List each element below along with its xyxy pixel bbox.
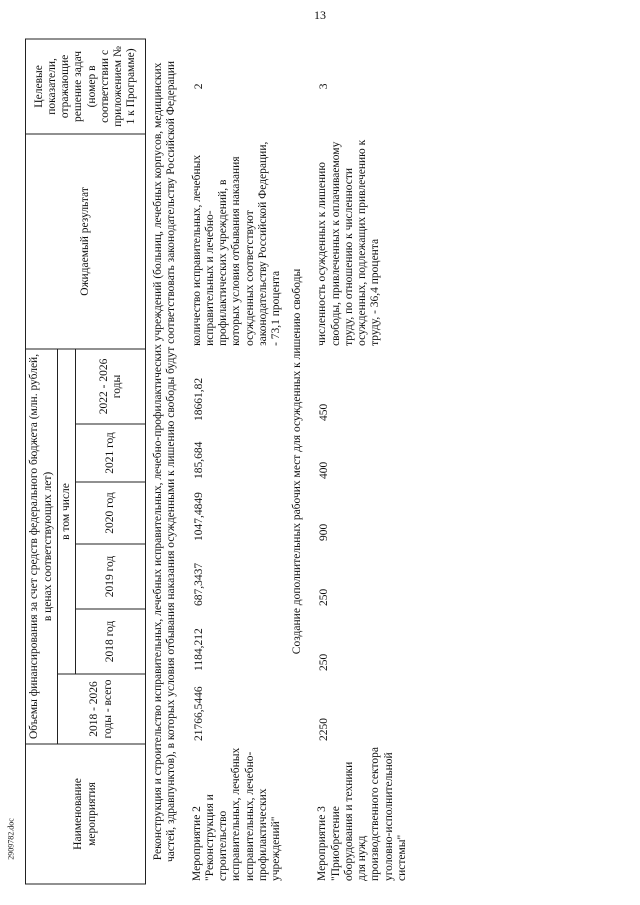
page-number: 13 <box>314 8 326 22</box>
row1-2021: 185,684 <box>192 441 205 479</box>
row2-2021: 400 <box>318 461 331 479</box>
row1-indicator: 2 <box>192 83 205 90</box>
row1-total: 21766,5446 <box>192 686 205 741</box>
row2-indicator: 3 <box>318 83 331 90</box>
rotated-document <box>25 40 615 885</box>
row2-2020: 900 <box>318 523 331 541</box>
row2-2022-2026: 450 <box>318 403 331 421</box>
row2-2019: 250 <box>318 588 331 606</box>
header-2018: 2018 год <box>76 609 146 674</box>
table-row <box>189 39 286 884</box>
row1-2020: 1047,4849 <box>192 492 205 541</box>
section-jobs-heading: Создание дополнительных рабочих мест для осужденных к лишению свободы <box>291 268 304 655</box>
section-reconstruction-heading: Реконструкция и строительство исправительных, лечебных исправительных, лечебно-профилактических учреждений (больниц, лечебных корпусов, медицинских частей, здравпунктов), в которых условия отбывания наказания осужденными к лишению свободы будут соответствовать законодательству Российской Федерации <box>152 60 178 862</box>
funding-table <box>25 38 411 884</box>
header-in-that-number: в том числе <box>58 349 76 674</box>
row2-2018: 250 <box>318 653 331 671</box>
header-2020: 2020 год <box>76 482 146 544</box>
table-row <box>314 39 411 884</box>
header-2021: 2021 год <box>76 424 146 482</box>
header-2019: 2019 год <box>76 544 146 609</box>
row1-2022-2026: 18661,82 <box>192 377 205 421</box>
row1-2019: 687,3437 <box>192 562 205 606</box>
row2-result: численность осужденных к лишению свободы, привлеченных к оплачиваемому труду, по отношению к численности осужденных, подлежащих привлечению к труду, - 36,4 процента <box>316 139 382 346</box>
row1-result: количество исправительных, лечебных исправительных и лечебно-профилактических учреждений, в которых условия отбывания наказания осужденных соответствуют законодательству Российской Федерации, - 73,1 процента <box>190 141 282 346</box>
row2-name: Мероприятие 3 "Приобретение оборудования и техники для нужд производственного сектора уголовно-исполнительной системы" <box>316 747 408 881</box>
header-result: Ожидаемый результат <box>26 134 146 349</box>
row1-name: Мероприятие 2 "Реконструкция и строительство исправительных, лечебных исправительных, лечебно-профилактических учреждений" <box>190 747 282 881</box>
header-funding-group: Объемы финансирования за счет средств федерального бюджета (млн. рублей, в ценах соответствующих лет) <box>26 349 58 744</box>
row2-total: 2250 <box>318 718 331 741</box>
footer-code <box>4 779 18 899</box>
header-name: Наименование мероприятия <box>26 744 146 884</box>
footer-code-text: 2909782.doc <box>6 818 16 860</box>
header-indicators: Целевые показатели, отражающие решение задач (номер в соответствии с приложением № 1 к Программе) <box>26 39 146 134</box>
header-2022-2026: 2022 - 2026 годы <box>76 349 146 424</box>
header-total: 2018 - 2026 годы - всего <box>58 674 146 744</box>
row1-2018: 1184,212 <box>192 628 205 671</box>
